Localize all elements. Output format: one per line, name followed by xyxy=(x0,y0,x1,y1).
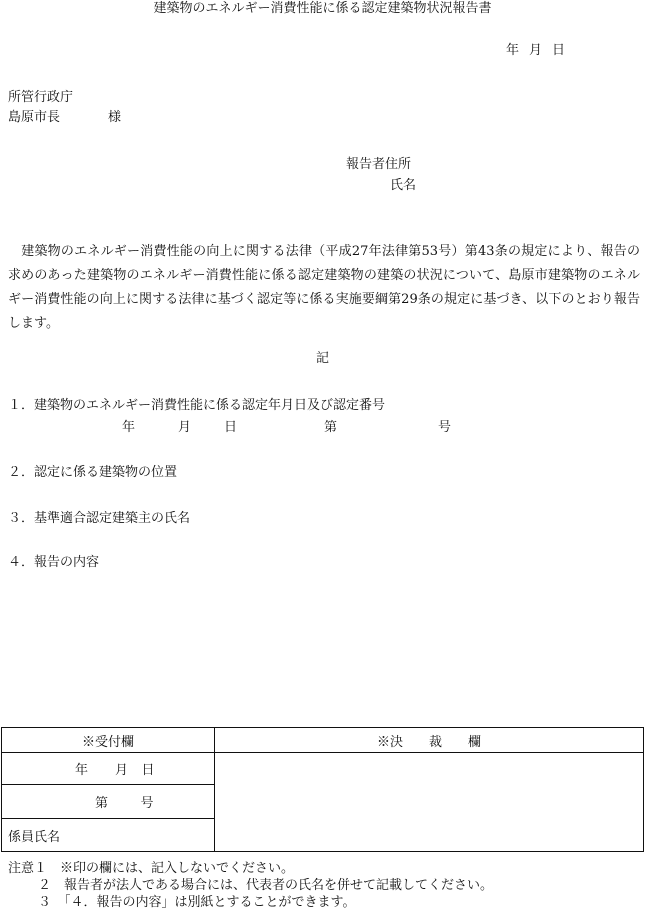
reporter-name-label: 氏名 xyxy=(390,178,417,193)
item-3: ３．基準適合認定建築主の氏名 xyxy=(8,511,191,526)
receipt-dai: 第 xyxy=(94,796,108,811)
item1-year: 年 xyxy=(122,420,136,435)
reporter-address-label: 報告者住所 xyxy=(346,157,412,172)
staff-name-label: 係員氏名 xyxy=(8,829,61,845)
item1-dai: 第 xyxy=(324,420,338,435)
receipt-header: ※受付欄 xyxy=(2,728,215,753)
recipient-name: 島原市長 xyxy=(8,110,61,125)
item-1-date-number xyxy=(122,421,451,434)
body-text: 建築物のエネルギー消費性能の向上に関する法律（平成27年法律第53号）第43条の規定により、報告の求めのあった建築物のエネルギー消費性能に係る認定建築物の建築の状況について、島原市建築物のエネルギー消費性能の向上に関する法律に基づく認定等に係る実施要綱第29条の規定に基づき、以下のとおり報告します。 xyxy=(8,244,640,331)
item-4: ４．報告の内容 xyxy=(8,555,100,570)
item1-day: 日 xyxy=(224,420,238,435)
recipient-agency: 所管行政庁 xyxy=(8,90,74,105)
item-1: １．建築物のエネルギー消費性能に係る認定年月日及び認定番号 xyxy=(8,398,386,413)
decision-cell[interactable] xyxy=(215,753,644,852)
receipt-day: 日 xyxy=(141,763,155,778)
receipt-year: 年 xyxy=(74,763,88,778)
receipt-number-cell[interactable] xyxy=(2,785,215,819)
item1-month: 月 xyxy=(178,420,192,435)
office-use-table xyxy=(1,727,644,852)
decision-header: ※決 裁 欄 xyxy=(215,728,644,753)
receipt-month: 月 xyxy=(114,763,128,778)
item1-go: 号 xyxy=(438,420,452,435)
note-1: 注意１ ※印の欄には、記入しないでください。 xyxy=(8,861,295,876)
notes xyxy=(8,860,493,911)
date-day: 日 xyxy=(552,43,566,58)
item-2: ２．認定に係る建築物の位置 xyxy=(8,465,178,480)
date-month: 月 xyxy=(529,43,543,58)
ki-heading: 記 xyxy=(315,351,329,366)
staff-name-cell[interactable] xyxy=(2,819,215,852)
note-3: ３ 「４．報告の内容」は別紙とすることができます。 xyxy=(38,895,356,910)
report-date xyxy=(506,44,575,57)
recipient-honorific: 様 xyxy=(108,110,122,125)
date-year: 年 xyxy=(506,43,520,58)
recipient-line xyxy=(8,111,121,124)
receipt-date-cell[interactable] xyxy=(2,753,215,785)
receipt-go: 号 xyxy=(140,796,154,811)
document-title: 建築物のエネルギー消費性能に係る認定建築物状況報告書 xyxy=(153,1,492,16)
body-paragraph xyxy=(8,240,640,336)
note-2: ２ 報告者が法人である場合には、代表者の氏名を併せて記載してください。 xyxy=(38,878,494,893)
